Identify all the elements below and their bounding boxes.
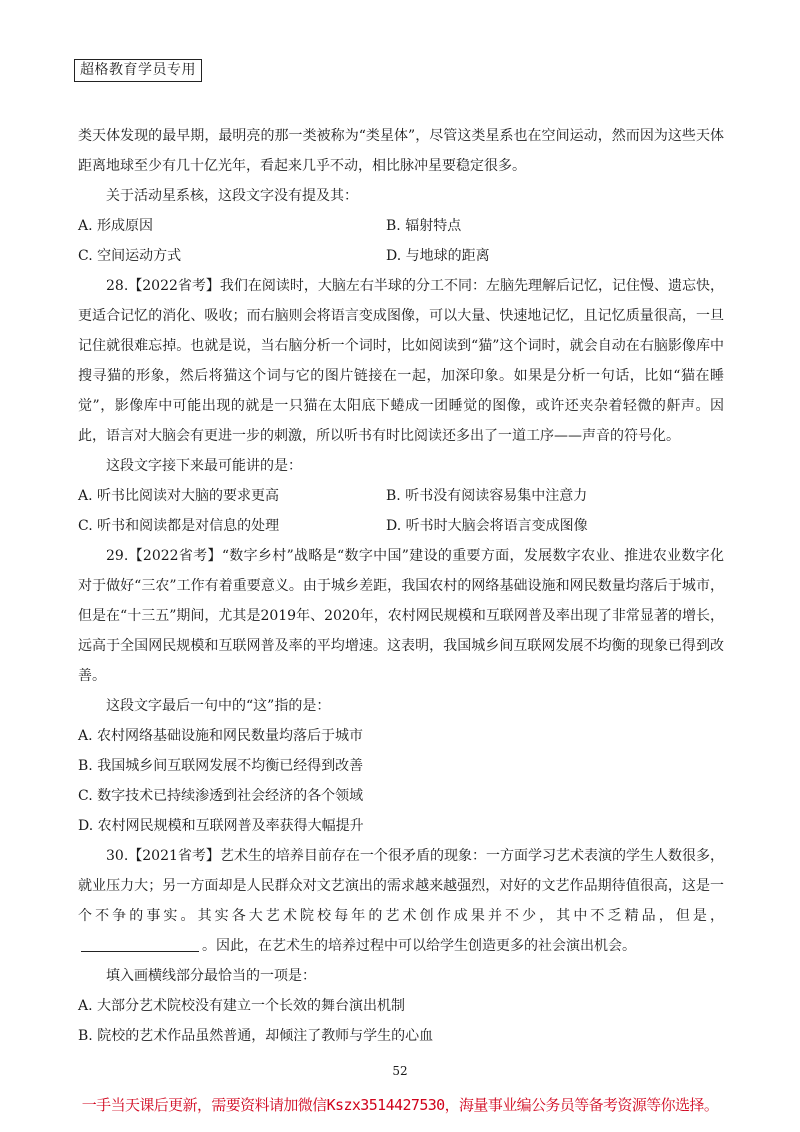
q28-option-d: D. 听书时大脑会将语言变成图像 [386, 518, 588, 534]
q29-option-a: A. 农村网络基础设施和网民数量均落后于城市 [78, 728, 364, 744]
q27-option-c: C. 空间运动方式 [78, 248, 182, 264]
q28-options-row-2 [78, 511, 724, 541]
q30-option-a: A. 大部分艺术院校没有建立一个长效的舞台演出机制 [78, 998, 406, 1014]
page-content [78, 121, 724, 1051]
header-label: 超格教育学员专用 [74, 59, 202, 82]
q30-passage-after-blank: 。因此，在艺术生的培养过程中可以给学生创造更多的社会演出机会。 [202, 938, 636, 954]
q28-option-b: B. 听书没有阅读容易集中注意力 [386, 488, 588, 504]
q27-option-d: D. 与地球的距离 [386, 248, 490, 264]
q28-options-row-1 [78, 481, 724, 511]
q27-options-row-2 [78, 241, 724, 271]
q29-stem: 这段文字最后一句中的“这”指的是： [106, 698, 331, 714]
q28-option-a: A. 听书比阅读对大脑的要求更高 [78, 488, 280, 504]
q30-passage [78, 841, 724, 961]
page-number: 52 [392, 1064, 408, 1078]
footer-note: 一手当天课后更新，需要资料请加微信Kszx3514427530，海量事业编公务员等备考资源等你选择。 [81, 1096, 719, 1114]
q27-stem: 关于活动星系核，这段文字没有提及其： [106, 188, 358, 204]
q30-stem: 填入画横线部分最恰当的一项是： [106, 968, 316, 984]
q27-option-b: B. 辐射特点 [386, 218, 462, 234]
q27-option-a: A. 形成原因 [78, 218, 154, 234]
q29-option-d: D. 农村网民规模和互联网普及率获得大幅提升 [78, 818, 364, 834]
q28-option-c: C. 听书和阅读都是对信息的处理 [78, 518, 280, 534]
q29-option-c: C. 数字技术已持续渗透到社会经济的各个领域 [78, 788, 364, 804]
q28-passage: 28.【2022省考】我们在阅读时，大脑左右半球的分工不同：左脑先理解后记忆，记住慢、遗忘快，更适合记忆的消化、吸收；而右脑则会将语言变成图像，可以大量、快速地记忆，且记忆质量很高，一旦记住就很难忘掉。也就是说，当右脑分析一个词时，比如阅读到“猫”这个词时，就会自动在右脑影像库中搜寻猫的形象，然后将猫这个词与它的图片链接在一起，加深印象。如果是分析一句话，比如“猫在睡觉”，影像库中可能出现的就是一只猫在太阳底下蜷成一团睡觉的图像，或许还夹杂着轻微的鼾声。因此，语言对大脑会有更进一步的刺激，所以听书有时比阅读还多出了一道工序——声音的符号化。 [78, 278, 724, 444]
q30-fill-blank [81, 937, 199, 952]
intro-paragraph: 类天体发现的最早期，最明亮的那一类被称为“类星体”，尽管这类星系也在空间运动，然而因为这些天体距离地球至少有几十亿光年，看起来几乎不动，相比脉冲星要稳定很多。 [78, 128, 724, 174]
q29-option-b: B. 我国城乡间互联网发展不均衡已经得到改善 [78, 758, 364, 774]
q29-passage: 29.【2022省考】“数字乡村”战略是“数字中国”建设的重要方面，发展数字农业、推进农业数字化对于做好“三农”工作有着重要意义。由于城乡差距，我国农村的网络基础设施和网民数量均落后于城市，但是在“十三五”期间，尤其是2019年、2020年，农村网民规模和互联网普及率出现了非常显著的增长，远高于全国网民规模和互联网普及率的平均增速。这表明，我国城乡间互联网发展不均衡的现象已得到改善。 [78, 548, 724, 684]
q28-stem: 这段文字接下来最可能讲的是： [106, 458, 302, 474]
q30-passage-before-blank: 30.【2021省考】艺术生的培养目前存在一个很矛盾的现象：一方面学习艺术表演的学生人数很多，就业压力大；另一方面却是人民群众对文艺演出的需求越来越强烈，对好的文艺作品期待值很高，这是一个不争的事实。其实各大艺术院校每年的艺术创作成果并不少，其中不乏精品，但是， [78, 848, 724, 924]
q27-options-row-1 [78, 211, 724, 241]
q30-option-b: B. 院校的艺术作品虽然普通，却倾注了教师与学生的心血 [78, 1028, 434, 1044]
